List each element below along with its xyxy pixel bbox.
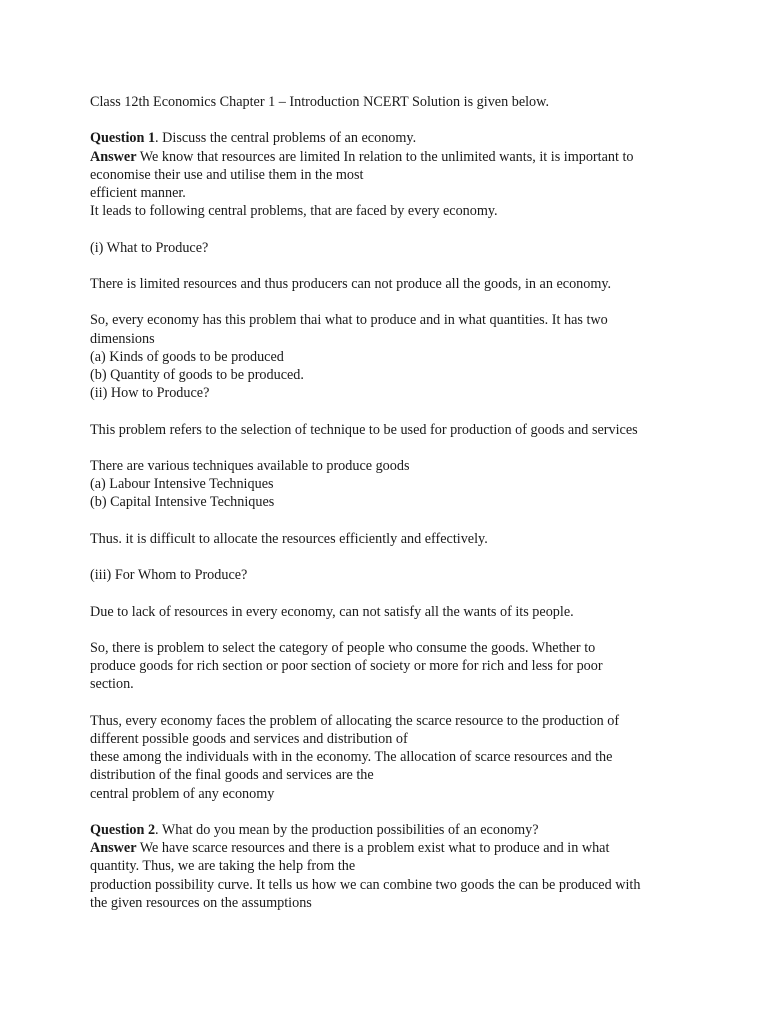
- answer-1-line: efficient manner.: [90, 185, 186, 201]
- answer-1-line: [90, 148, 688, 166]
- list-item: (a) Labour Intensive Techniques: [90, 476, 274, 493]
- paragraph-line: This problem refers to the selection of technique to be used for production of goods and services: [90, 421, 638, 438]
- answer-1-line: It leads to following central problems, that are faced by every economy.: [90, 203, 498, 220]
- paragraph-line: section.: [90, 676, 134, 693]
- answer-2-line: production possibility curve. It tells us how we can combine two goods the can be produced with: [90, 876, 641, 893]
- intro-line: [90, 93, 688, 111]
- answer-1-line: economise their use and utilise them in the most: [90, 166, 364, 183]
- answer-2-label: Answer: [90, 840, 137, 857]
- paragraph: [90, 639, 688, 694]
- for-whom-to-produce-heading: [90, 566, 688, 584]
- paragraph-line: central problem of any economy: [90, 785, 275, 802]
- answer-2-line: quantity. Thus, we are taking the help from the: [90, 858, 356, 875]
- heading-text: (iii) For Whom to Produce?: [90, 567, 248, 584]
- question-1-line: [90, 129, 688, 147]
- paragraph: [90, 712, 688, 803]
- answer-2-line: [90, 839, 688, 857]
- question-2-block: [90, 821, 688, 912]
- question-1-text: . Discuss the central problems of an economy.: [155, 130, 417, 147]
- paragraph-line: these among the individuals with in the economy. The allocation of scarce resources and the: [90, 749, 613, 766]
- question-2-text: . What do you mean by the production possibilities of an economy?: [155, 821, 539, 838]
- paragraph-line: So, every economy has this problem thai what to produce and in what quantities. It has two: [90, 312, 608, 329]
- paragraph-line: produce goods for rich section or poor section of society or more for rich and less for poor: [90, 658, 603, 675]
- paragraph-line: There is limited resources and thus producers can not produce all the goods, in an economy.: [90, 275, 612, 292]
- paragraph: [90, 530, 688, 548]
- paragraph: [90, 457, 688, 512]
- list-item: (b) Quantity of goods to be produced.: [90, 366, 304, 383]
- answer-2-line: the given resources on the assumptions: [90, 894, 312, 911]
- answer-1-text: We know that resources are limited In relation to the unlimited wants, it is important to: [136, 148, 634, 165]
- paragraph-line: Thus. it is difficult to allocate the resources efficiently and effectively.: [90, 530, 488, 547]
- paragraph: [90, 311, 688, 402]
- question-1-label: Question 1: [90, 130, 156, 147]
- paragraph-line: Due to lack of resources in every economy, can not satisfy all the wants of its people.: [90, 603, 574, 620]
- how-to-produce-heading: (ii) How to Produce?: [90, 385, 210, 402]
- paragraph: [90, 603, 688, 621]
- paragraph-line: distribution of the final goods and services are the: [90, 767, 374, 784]
- question-2-line: [90, 821, 688, 839]
- paragraph-line: different possible goods and services and distribution of: [90, 730, 408, 747]
- paragraph-line: So, there is problem to select the category of people who consume the goods. Whether to: [90, 639, 596, 656]
- heading-text: (i) What to Produce?: [90, 239, 209, 256]
- question-1-block: [90, 129, 688, 220]
- question-2-label: Question 2: [90, 821, 156, 838]
- paragraph-line: Thus, every economy faces the problem of allocating the scarce resource to the production of: [90, 712, 620, 729]
- paragraph-line: There are various techniques available to produce goods: [90, 457, 410, 474]
- answer-1-label: Answer: [90, 148, 137, 165]
- paragraph: [90, 275, 688, 293]
- paragraph: [90, 421, 688, 439]
- answer-2-text: We have scarce resources and there is a problem exist what to produce and in what: [136, 840, 610, 857]
- what-to-produce-heading: [90, 239, 688, 257]
- list-item: (a) Kinds of goods to be produced: [90, 348, 284, 365]
- list-item: (b) Capital Intensive Techniques: [90, 494, 275, 511]
- intro-text: Class 12th Economics Chapter 1 – Introduction NCERT Solution is given below.: [90, 94, 550, 110]
- paragraph-line: dimensions: [90, 330, 155, 347]
